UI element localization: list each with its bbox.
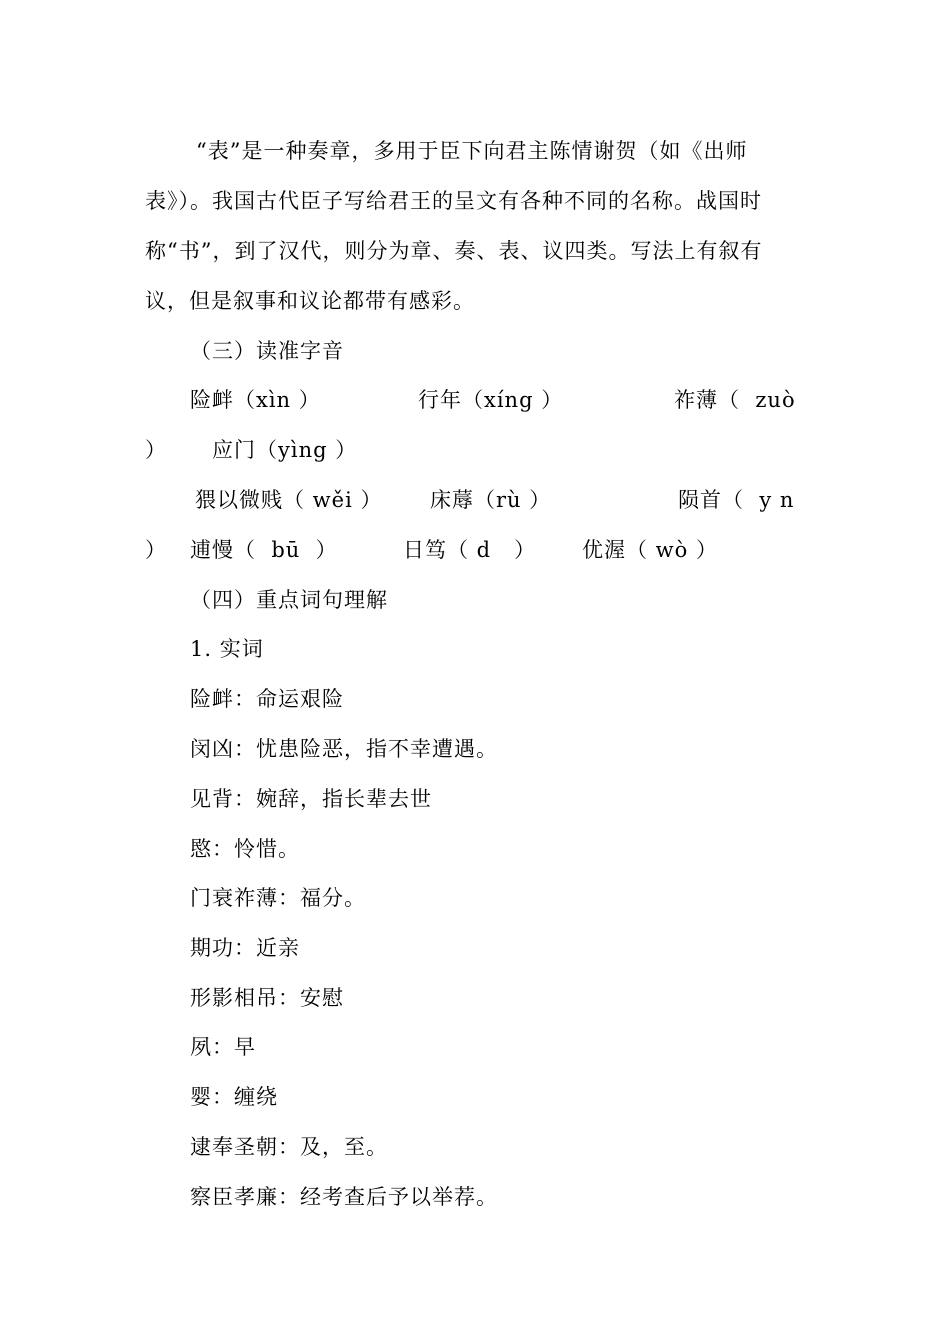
pronunciation-yunshou: 陨首（ y n [678,488,795,512]
section4-heading: （四）重点词句理解 [190,588,388,612]
pronunciation-zuobo: 祚薄（ zuò [674,388,796,412]
intro-line-4: 议，但是叙事和议论都带有感彩。 [145,289,475,313]
pronunciation-youwo: 优渥（ wò ） [582,538,718,562]
pronunciation-chuangru: 床蓐（rù ） [430,488,552,512]
vocab-item: 愍：怜惜。 [190,837,300,861]
vocab-item: 逮奉圣朝：及，至。 [190,1135,388,1159]
pronunciation-zuobo-close: ） [145,438,167,462]
vocab-item: 险衅：命运艰险 [190,687,344,711]
vocab-item: 婴：缠绕 [190,1085,278,1109]
intro-line-3: 称“书”，到了汉代，则分为章、奏、表、议四类。写法上有叙有 [145,239,763,263]
pronunciation-yingmen: 应门（yìng ） [212,438,358,462]
vocab-item: 夙：早 [190,1035,256,1059]
pronunciation-yunshou-close: ） [145,538,167,562]
vocab-item: 察臣孝廉：经考查后予以举荐。 [190,1185,498,1209]
pronunciation-weiyiweijian: 猥以微贱（ wěi ） [195,488,383,512]
pronunciation-ridu: 日笃（ d ） [403,538,537,562]
pronunciation-buman: 逋慢（ bū ） [190,538,338,562]
vocab-item: 门衰祚薄：福分。 [190,886,366,910]
subsection-shici: 1. 实词 [190,637,264,661]
vocab-item: 见背：婉辞，指长辈去世 [190,787,432,811]
intro-line-1: “表”是一种奏章，多用于臣下向君主陈情谢贺（如《出师 [196,139,748,163]
intro-line-2: 表》）。我国古代臣子写给君王的呈文有各种不同的名称。战国时 [145,189,762,213]
vocab-item: 闵凶：忧患险恶，指不幸遭遇。 [190,737,498,761]
section3-heading: （三）读准字音 [190,339,344,363]
vocab-item: 期功：近亲 [190,936,300,960]
vocab-item: 形影相吊：安慰 [190,986,344,1010]
pronunciation-xingnian: 行年（xíng ） [418,388,564,412]
pronunciation-xianxin: 险衅（xìn ） [190,388,321,412]
